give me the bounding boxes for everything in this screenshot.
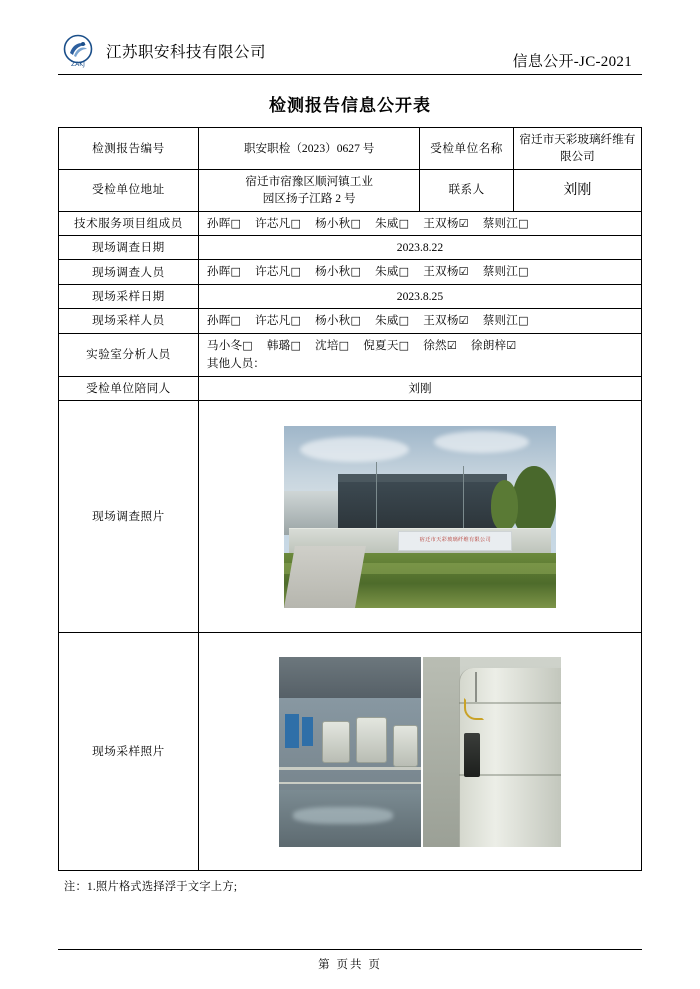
value-sampling-photo xyxy=(198,633,641,871)
value-survey-date: 2023.8.22 xyxy=(198,236,641,260)
value-surveyor xyxy=(198,260,641,285)
label-report-no: 检测报告编号 xyxy=(59,128,199,170)
table-row-sampler xyxy=(59,309,642,334)
label-sampling-date: 现场采样日期 xyxy=(59,284,199,308)
list-item: 王双杨☑ xyxy=(423,265,469,279)
list-item: 孙晖□ xyxy=(206,265,242,279)
page-header xyxy=(58,26,642,74)
company-logo-icon xyxy=(58,31,98,71)
list-item: 沈培□ xyxy=(315,338,350,352)
label-client-address: 受检单位地址 xyxy=(59,169,199,211)
lab-staff-list xyxy=(207,337,637,355)
footer-divider xyxy=(58,949,642,950)
sampler-list xyxy=(207,312,637,330)
value-tech-team xyxy=(198,211,641,236)
sampling-photo-workshop xyxy=(279,657,421,847)
value-client-address xyxy=(198,169,420,211)
sampling-photo-group xyxy=(279,657,561,847)
page-title: 检测报告信息公开表 xyxy=(269,96,431,115)
survey-site-photo xyxy=(284,426,556,608)
photo-road xyxy=(284,546,366,608)
list-item: 许芯凡□ xyxy=(255,314,302,328)
photo-railing xyxy=(279,767,421,770)
photo-wall xyxy=(423,657,460,847)
photo-tree xyxy=(491,480,518,531)
svg-text:ZAKJ: ZAKJ xyxy=(71,61,85,68)
table-row-client-address xyxy=(59,169,642,211)
list-item: 许芯凡□ xyxy=(255,216,302,230)
list-item: 孙晖□ xyxy=(206,314,242,328)
table-row-survey-date xyxy=(59,236,642,260)
photo-blue-barrel xyxy=(302,717,313,746)
photo-hook-icon xyxy=(464,698,484,720)
surveyor-list xyxy=(207,263,637,281)
label-client-name: 受检单位名称 xyxy=(420,128,513,170)
list-item: 蔡则江□ xyxy=(482,216,529,230)
tech-team-list xyxy=(207,215,637,233)
value-survey-photo xyxy=(198,401,641,633)
label-survey-date: 现场调查日期 xyxy=(59,236,199,260)
photo-tank xyxy=(322,721,350,763)
table-row-sampling-photo xyxy=(59,633,642,871)
value-lab-staff xyxy=(198,333,641,376)
list-item: 许芯凡□ xyxy=(255,265,302,279)
value-contact: 刘刚 xyxy=(513,169,641,211)
label-sampler: 现场采样人员 xyxy=(59,309,199,334)
table-row-lab-staff xyxy=(59,333,642,376)
table-row-tech-team xyxy=(59,211,642,236)
report-info-table xyxy=(58,127,642,871)
label-survey-photo: 现场调查照片 xyxy=(59,401,199,633)
client-address-line1: 宿迁市宿豫区顺河镇工业 xyxy=(245,174,373,188)
value-client-name: 宿迁市天彩玻璃纤维有限公司 xyxy=(513,128,641,170)
photo-factory-sign: 宿迁市天彩玻璃纤维有限公司 xyxy=(398,531,512,551)
label-surveyor: 现场调查人员 xyxy=(59,260,199,285)
list-item: 倪夏天□ xyxy=(363,338,410,352)
photo-tank xyxy=(356,717,387,763)
label-escort: 受检单位陪同人 xyxy=(59,376,199,400)
table-row-escort xyxy=(59,376,642,400)
photo-pole xyxy=(463,466,464,535)
photo-tank xyxy=(393,725,419,767)
label-tech-team: 技术服务项目组成员 xyxy=(59,211,199,236)
photo-railing xyxy=(279,782,421,784)
list-item: 蔡则江□ xyxy=(482,265,529,279)
table-row-survey-photo xyxy=(59,401,642,633)
lab-other-label: 其他人员： xyxy=(206,357,265,371)
list-item: 朱威□ xyxy=(375,265,410,279)
list-item: 杨小秋□ xyxy=(315,216,362,230)
list-item: 蔡则江□ xyxy=(482,314,529,328)
table-row-report-no xyxy=(59,128,642,170)
doc-code: 信息公开-JC-2021 xyxy=(512,54,632,70)
label-lab-staff: 实验室分析人员 xyxy=(59,333,199,376)
photo-cloud xyxy=(300,437,409,462)
photo-blue-barrel xyxy=(285,714,299,748)
list-item: 杨小秋□ xyxy=(315,265,362,279)
photo-cloud xyxy=(434,431,529,453)
footer-page-number: 第 页共 页 xyxy=(318,959,382,972)
brand xyxy=(58,31,266,71)
list-item: 朱威□ xyxy=(375,216,410,230)
list-item: 朱威□ xyxy=(375,314,410,328)
photo-roof xyxy=(279,657,421,699)
label-contact: 联系人 xyxy=(420,169,513,211)
photo-wet-floor xyxy=(279,790,421,847)
value-sampler xyxy=(198,309,641,334)
table-note: 注：1.照片格式选择浮于文字上方; xyxy=(64,881,238,894)
company-name: 江苏职安科技有限公司 xyxy=(106,44,267,61)
list-item: 杨小秋□ xyxy=(315,314,362,328)
list-item: 王双杨☑ xyxy=(423,314,469,328)
table-row-sampling-date xyxy=(59,284,642,308)
value-escort: 刘刚 xyxy=(198,376,641,400)
sampling-photo-device xyxy=(423,657,561,847)
photo-sampling-device xyxy=(464,733,480,777)
header-divider xyxy=(58,74,642,75)
list-item: 马小冬□ xyxy=(206,338,253,352)
table-row-surveyor xyxy=(59,260,642,285)
photo-pole xyxy=(376,462,377,535)
list-item: 徐然☑ xyxy=(423,338,457,352)
client-address-line2: 园区扬子江路 2 号 xyxy=(262,192,356,206)
list-item: 孙晖□ xyxy=(206,216,242,230)
label-sampling-photo: 现场采样照片 xyxy=(59,633,199,871)
list-item: 王双杨☑ xyxy=(423,216,469,230)
list-item: 徐朗梓☑ xyxy=(470,338,517,352)
list-item: 韩璐□ xyxy=(266,338,302,352)
value-report-no: 职安职检（2023）0627 号 xyxy=(198,128,420,170)
value-sampling-date: 2023.8.25 xyxy=(198,284,641,308)
